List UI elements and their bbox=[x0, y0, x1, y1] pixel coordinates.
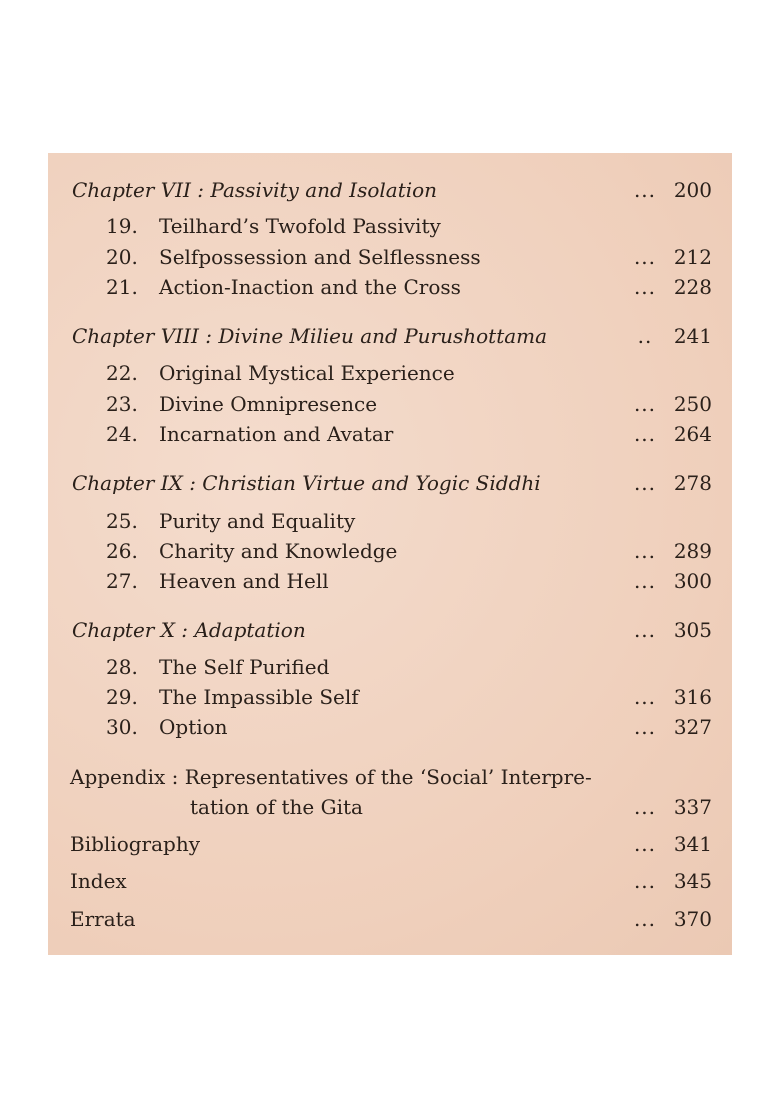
leader-dots: ... bbox=[633, 569, 657, 593]
section-title: The Impassible Self bbox=[159, 685, 359, 709]
section-title: Teilhard’s Twofold Passivity bbox=[159, 214, 441, 238]
section-entry bbox=[48, 506, 732, 536]
section-entry bbox=[48, 566, 732, 596]
section-entry bbox=[48, 242, 732, 272]
page-number: 289 bbox=[673, 539, 712, 563]
back-matter-entry bbox=[48, 866, 732, 896]
back-matter-title: Index bbox=[70, 869, 127, 893]
leader-dots: ... bbox=[633, 715, 657, 739]
appendix-entry-continued bbox=[48, 792, 732, 822]
chapter-heading bbox=[48, 468, 732, 498]
back-matter-title: Bibliography bbox=[70, 832, 200, 856]
leader-dots: ... bbox=[633, 245, 657, 269]
page-number: 250 bbox=[673, 392, 712, 416]
chapter-label: Chapter VIII : Divine Milieu and Purushottama bbox=[72, 324, 548, 348]
page-number: 341 bbox=[673, 832, 712, 856]
section-number: 26. bbox=[106, 539, 138, 563]
back-matter-entry bbox=[48, 904, 732, 934]
section-number: 24. bbox=[106, 422, 138, 446]
page-number: 241 bbox=[673, 324, 712, 348]
section-number: 29. bbox=[106, 685, 138, 709]
page-number: 345 bbox=[673, 869, 712, 893]
page-number: 327 bbox=[673, 715, 712, 739]
leader-dots: ... bbox=[633, 392, 657, 416]
section-entry bbox=[48, 358, 732, 388]
leader-dots: ... bbox=[633, 178, 657, 202]
section-title: Purity and Equality bbox=[159, 509, 356, 533]
section-entry bbox=[48, 419, 732, 449]
section-number: 20. bbox=[106, 245, 138, 269]
leader-dots: ... bbox=[633, 275, 657, 299]
section-entry bbox=[48, 682, 732, 712]
leader-dots: ... bbox=[633, 907, 657, 931]
page-number: 212 bbox=[673, 245, 712, 269]
back-matter-title: Errata bbox=[70, 907, 136, 931]
page-number: 370 bbox=[673, 907, 712, 931]
section-title: Option bbox=[159, 715, 228, 739]
section-title: Divine Omnipresence bbox=[159, 392, 378, 416]
leader-dots: ... bbox=[633, 832, 657, 856]
page-number: 305 bbox=[673, 618, 712, 642]
section-number: 21. bbox=[106, 275, 138, 299]
appendix-label: Appendix : Representatives of the ‘Social’ Interpre- bbox=[70, 765, 592, 789]
chapter-heading bbox=[48, 615, 732, 645]
leader-dots: ... bbox=[633, 869, 657, 893]
leader-dots: ... bbox=[633, 471, 657, 495]
chapter-heading bbox=[48, 321, 732, 351]
section-number: 22. bbox=[106, 361, 138, 385]
section-title: The Self Purified bbox=[159, 655, 330, 679]
section-title: Selfpossession and Selflessness bbox=[159, 245, 481, 269]
section-title: Heaven and Hell bbox=[159, 569, 329, 593]
leader-dots: ... bbox=[633, 539, 657, 563]
section-entry bbox=[48, 272, 732, 302]
leader-dots: .. bbox=[637, 324, 653, 348]
section-title: Incarnation and Avatar bbox=[159, 422, 394, 446]
section-entry bbox=[48, 389, 732, 419]
section-entry bbox=[48, 211, 732, 241]
section-number: 27. bbox=[106, 569, 138, 593]
section-number: 25. bbox=[106, 509, 138, 533]
appendix-title-continued: tation of the Gita bbox=[190, 795, 363, 819]
page-number: 300 bbox=[673, 569, 712, 593]
section-number: 28. bbox=[106, 655, 138, 679]
back-matter-entry bbox=[48, 829, 732, 859]
section-number: 30. bbox=[106, 715, 138, 739]
leader-dots: ... bbox=[633, 618, 657, 642]
section-title: Original Mystical Experience bbox=[159, 361, 455, 385]
appendix-entry bbox=[48, 762, 732, 792]
chapter-label: Chapter X : Adaptation bbox=[72, 618, 306, 642]
section-number: 19. bbox=[106, 214, 138, 238]
section-title: Charity and Knowledge bbox=[159, 539, 398, 563]
leader-dots: ... bbox=[633, 422, 657, 446]
leader-dots: ... bbox=[633, 685, 657, 709]
page-number: 337 bbox=[673, 795, 712, 819]
page-number: 228 bbox=[673, 275, 712, 299]
section-number: 23. bbox=[106, 392, 138, 416]
book-page bbox=[48, 153, 732, 955]
chapter-heading bbox=[48, 175, 732, 205]
section-entry bbox=[48, 652, 732, 682]
chapter-label: Chapter IX : Christian Virtue and Yogic Siddhi bbox=[72, 471, 541, 495]
page-number: 264 bbox=[673, 422, 712, 446]
page-number: 200 bbox=[673, 178, 712, 202]
chapter-label: Chapter VII : Passivity and Isolation bbox=[72, 178, 438, 202]
section-title: Action-Inaction and the Cross bbox=[159, 275, 461, 299]
section-entry bbox=[48, 536, 732, 566]
page-number: 316 bbox=[673, 685, 712, 709]
section-entry bbox=[48, 712, 732, 742]
page-number: 278 bbox=[673, 471, 712, 495]
leader-dots: ... bbox=[633, 795, 657, 819]
